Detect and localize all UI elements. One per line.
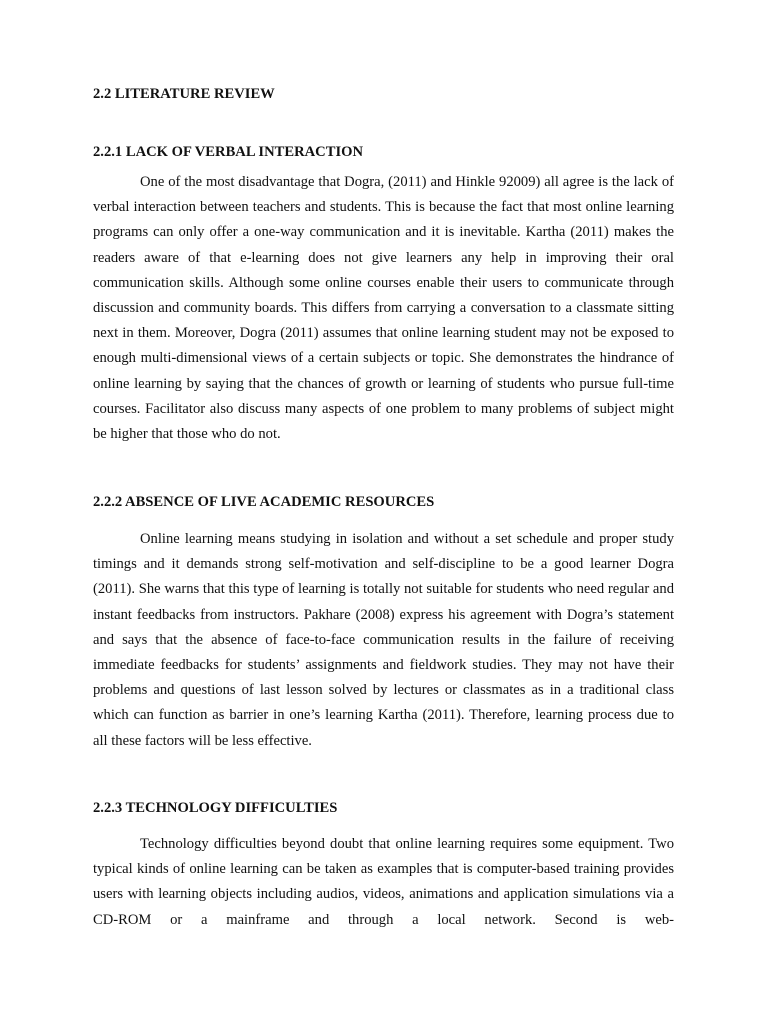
- section-paragraph-technology-difficulties: Technology difficulties beyond doubt that online learning requires some equipment. Two typical kinds of online learning can be taken as examples that is computer-based training provides users with learning objects including audios, videos, animations and application simulations via a CD-ROM or a mainframe and through a local network. Second is web-: [93, 836, 674, 928]
- section-heading-technology-difficulties: 2.2.3 TECHNOLOGY DIFFICULTIES: [93, 800, 338, 816]
- section-heading-absence-of-live-academic-resources: 2.2.2 ABSENCE OF LIVE ACADEMIC RESOURCES: [93, 494, 435, 510]
- section-paragraph-absence-of-live-academic-resources: Online learning means studying in isolation and without a set schedule and proper study timings and it demands strong self-motivation and self-discipline to be a good learner Dogra (2011). She warns that this type of learning is totally not suitable for students who need regular and instant feedbacks from instructors. Pakhare (2008) express his agreement with Dogra’s statement and says that the absence of face-to-face communication results in the failure of receiving immediate feedbacks for students’ assignments and fieldwork studies. They may not have their problems and questions of last lesson solved by lectures or classmates as in a traditional class which can function as barrier in one’s learning Kartha (2011). Therefore, learning process due to all these factors will be less effective.: [93, 531, 674, 749]
- main-heading: 2.2 LITERATURE REVIEW: [93, 86, 275, 102]
- section-paragraph-lack-of-verbal-interaction: One of the most disadvantage that Dogra, (2011) and Hinkle 92009) all agree is the lack of verbal interaction between teachers and students. This is because the fact that most online learning programs can only offer a one-way communication and it is inevitable. Kartha (2011) makes the readers aware of that e-learning does not give learners any help in improving their oral communication skills. Although some online courses enable their users to communicate through discussion and community boards. This differs from carrying a conversation to a classmate sitting next in them. Moreover, Dogra (2011) assumes that online learning student may not be exposed to enough multi-dimensional views of a certain subjects or topic. She demonstrates the hindrance of online learning by saying that the chances of growth or learning of students who pursue full-time courses. Facilitator also discuss many aspects of one problem to many problems of subject might be higher that those who do not.: [93, 174, 674, 443]
- section-heading-lack-of-verbal-interaction: 2.2.1 LACK OF VERBAL INTERACTION: [93, 144, 364, 160]
